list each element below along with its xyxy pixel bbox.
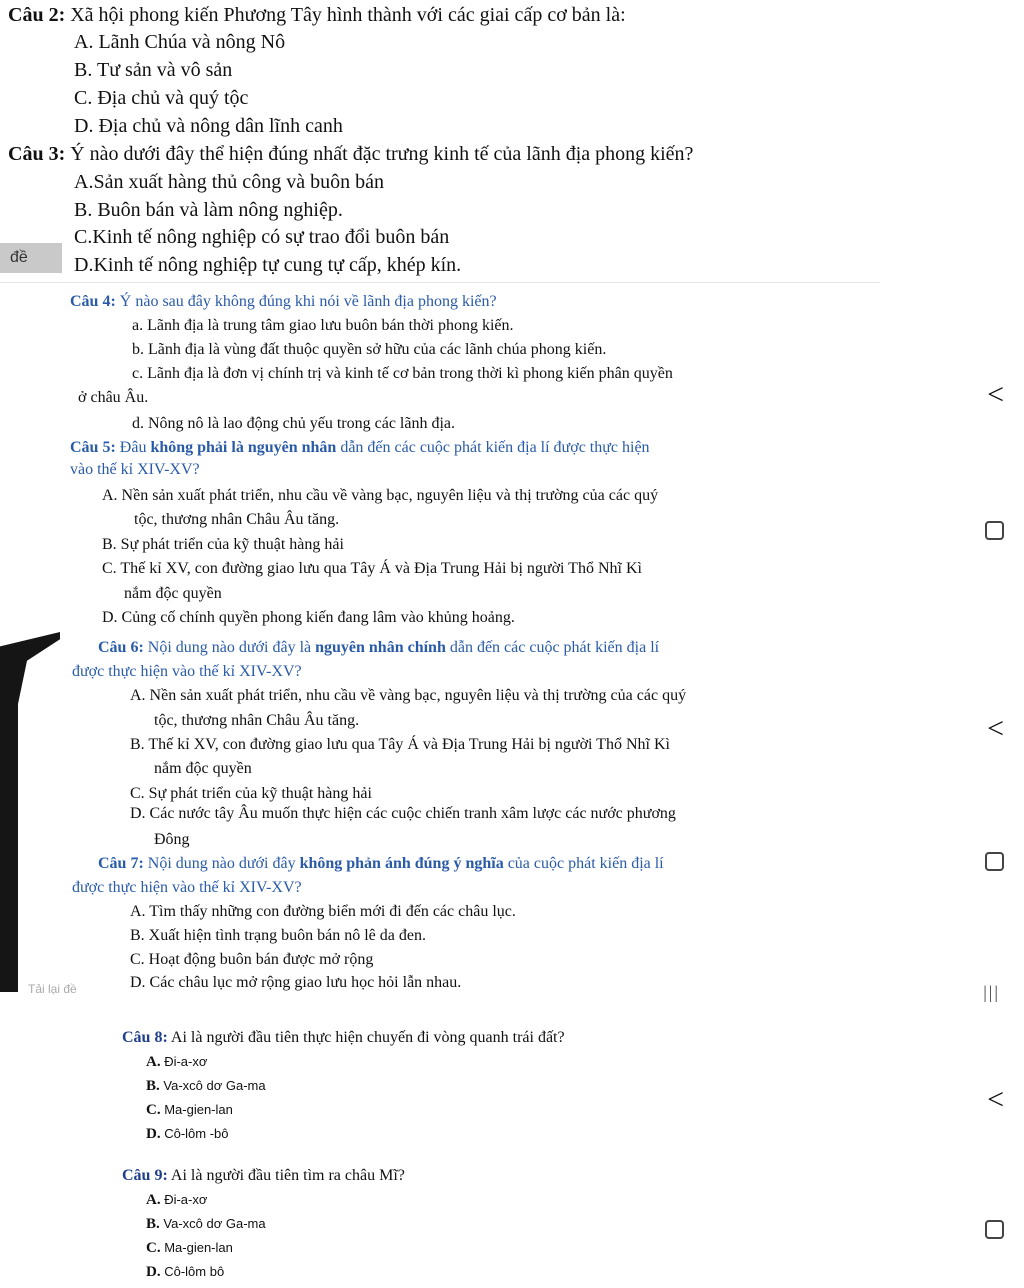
q5-option-a-cont: tộc, thương nhân Châu Âu tăng. xyxy=(134,511,340,528)
q9-label: Câu 9: xyxy=(122,1167,168,1184)
q3-stem xyxy=(8,141,693,168)
q4-stem xyxy=(70,290,497,314)
q2-label: Câu 2: xyxy=(8,4,66,26)
q6-stem xyxy=(98,636,659,660)
q8-option-c-text: Ma-gien-lan xyxy=(160,1102,233,1117)
q3-option-b: B. Buôn bán và làm nông nghiệp. xyxy=(74,199,343,221)
q2-text: Xã hội phong kiến Phương Tây hình thành với các giai cấp cơ bản là: xyxy=(65,4,626,26)
q8-option-d xyxy=(146,1122,229,1146)
de-tab[interactable]: đề xyxy=(0,243,62,273)
q6-text-bold: nguyên nhân chính xyxy=(315,639,446,656)
q7-stem-line2: được thực hiện vào thế kỉ XIV-XV? xyxy=(72,879,302,896)
q7-label: Câu 7: xyxy=(98,855,144,872)
q2-option-d: D. Địa chủ và nông dân lĩnh canh xyxy=(74,115,343,137)
back-chevron-icon-2[interactable]: < xyxy=(987,712,1004,745)
q8-option-a-text: Đi-a-xơ xyxy=(160,1054,208,1069)
q3-option-d: D.Kinh tế nông nghiệp tự cung tự cấp, khép kín. xyxy=(74,254,462,276)
q4-option-c: c. Lãnh địa là đơn vị chính trị và kinh tế cơ bản trong thời kì phong kiến phân quyền xyxy=(132,365,673,382)
q9-option-c xyxy=(146,1236,233,1260)
q5-option-c-cont: nắm độc quyền xyxy=(124,585,222,602)
q4-label: Câu 4: xyxy=(70,293,116,310)
q8-option-b-text: Va-xcô dơ Ga-ma xyxy=(159,1078,266,1093)
recent-apps-icon[interactable]: ||| xyxy=(983,982,1000,1002)
q4-option-a: a. Lãnh địa là trung tâm giao lưu buôn bán thời phong kiến. xyxy=(132,317,514,334)
q8-option-a xyxy=(146,1050,207,1074)
q9-option-b-letter: B. xyxy=(146,1216,160,1232)
q9-option-c-text: Ma-gien-lan xyxy=(160,1240,233,1255)
q7-option-d: D. Các châu lục mở rộng giao lưu học hỏi lẫn nhau. xyxy=(130,974,462,991)
q6-stem-line2: được thực hiện vào thế kỉ XIV-XV? xyxy=(72,663,302,680)
q8-option-c xyxy=(146,1098,233,1122)
q2-stem xyxy=(8,2,626,29)
q5-stem-line2: vào thế kỉ XIV-XV? xyxy=(70,461,200,478)
q8-option-c-letter: C. xyxy=(146,1102,161,1118)
q6-option-d-cont: Đông xyxy=(154,831,190,848)
q6-label: Câu 6: xyxy=(98,639,144,656)
q8-text: Ai là người đầu tiên thực hiện chuyến đi vòng quanh trái đất? xyxy=(167,1029,565,1046)
q7-stem xyxy=(98,852,664,876)
q8-option-b xyxy=(146,1074,266,1098)
back-chevron-icon[interactable]: < xyxy=(987,378,1004,411)
q8-option-a-letter: A. xyxy=(146,1054,161,1070)
home-icon-3[interactable] xyxy=(985,1220,1004,1239)
q7-option-a: A. Tìm thấy những con đường biển mới đi đến các châu lục. xyxy=(130,903,516,920)
q7-text-pre: Nội dung nào dưới đây xyxy=(143,855,300,872)
q8-option-d-letter: D. xyxy=(146,1126,161,1142)
q2-option-b: B. Tư sản và vô sản xyxy=(74,59,233,81)
q9-option-a-letter: A. xyxy=(146,1192,161,1208)
q7-option-b: B. Xuất hiện tình trạng buôn bán nô lê da đen. xyxy=(130,927,426,944)
q3-option-c: C.Kinh tế nông nghiệp có sự trao đổi buôn bán xyxy=(74,226,450,248)
q8-option-b-letter: B. xyxy=(146,1078,160,1094)
q5-option-d: D. Củng cố chính quyền phong kiến đang lâm vào khủng hoảng. xyxy=(102,609,515,626)
q9-option-c-letter: C. xyxy=(146,1240,161,1256)
q5-text-pre: Đâu xyxy=(115,439,151,456)
q5-option-c: C. Thế kỉ XV, con đường giao lưu qua Tây Á và Địa Trung Hải bị người Thổ Nhĩ Kì xyxy=(102,560,642,577)
reload-exam-link[interactable]: Tải lại đề xyxy=(28,982,77,996)
back-chevron-icon-3[interactable]: < xyxy=(987,1083,1004,1116)
q6-option-d: D. Các nước tây Âu muốn thực hiện các cuộc chiến tranh xâm lược các nước phương xyxy=(130,805,676,822)
q2-option-c: C. Địa chủ và quý tộc xyxy=(74,87,249,109)
q6-text-post: dẫn đến các cuộc phát kiến địa lí xyxy=(445,639,660,656)
q6-option-c: C. Sự phát triển của kỹ thuật hàng hải xyxy=(130,785,372,802)
q6-option-b: B. Thế kỉ XV, con đường giao lưu qua Tây Á và Địa Trung Hải bị người Thổ Nhĩ Kì xyxy=(130,736,670,753)
home-icon[interactable] xyxy=(985,521,1004,540)
q3-option-a: A.Sản xuất hàng thủ công và buôn bán xyxy=(74,171,384,193)
q9-option-d-text: Cô-lôm bô xyxy=(160,1264,225,1279)
q7-text-post: của cuộc phát kiến địa lí xyxy=(503,855,664,872)
q6-option-a-cont: tộc, thương nhân Châu Âu tăng. xyxy=(154,712,360,729)
q9-option-b-text: Va-xcô dơ Ga-ma xyxy=(159,1216,266,1231)
q5-stem xyxy=(70,436,650,460)
q3-text: Ý nào dưới đây thể hiện đúng nhất đặc trưng kinh tế của lãnh địa phong kiến? xyxy=(65,143,694,165)
q9-text: Ai là người đầu tiên tìm ra châu Mĩ? xyxy=(167,1167,405,1184)
q7-option-c: C. Hoạt động buôn bán được mở rộng xyxy=(130,951,374,968)
q6-option-a: A. Nền sản xuất phát triển, nhu cầu về vàng bạc, nguyên liệu và thị trường của các quý xyxy=(130,687,687,704)
dark-overlay xyxy=(0,632,60,992)
q8-stem xyxy=(122,1026,565,1050)
q8-label: Câu 8: xyxy=(122,1029,168,1046)
q5-text-post: dẫn đến các cuộc phát kiến địa lí được thực hiện xyxy=(336,439,650,456)
q4-option-c-cont: ở châu Âu. xyxy=(78,389,149,406)
q7-text-bold: không phản ánh đúng ý nghĩa xyxy=(299,855,504,872)
q6-text-pre: Nội dung nào dưới đây là xyxy=(143,639,316,656)
q9-option-a xyxy=(146,1188,207,1212)
q9-option-d xyxy=(146,1260,224,1284)
q6-option-b-cont: nắm độc quyền xyxy=(154,760,252,777)
q2-option-a: A. Lãnh Chúa và nông Nô xyxy=(74,31,286,53)
q9-option-d-letter: D. xyxy=(146,1264,161,1280)
q8-option-d-text: Cô-lôm -bô xyxy=(160,1126,229,1141)
q9-option-a-text: Đi-a-xơ xyxy=(160,1192,208,1207)
q5-label: Câu 5: xyxy=(70,439,116,456)
q5-option-a: A. Nền sản xuất phát triển, nhu cầu về vàng bạc, nguyên liệu và thị trường của các quý xyxy=(102,487,659,504)
q4-text: Ý nào sau đây không đúng khi nói về lãnh địa phong kiến? xyxy=(115,293,497,310)
home-icon-2[interactable] xyxy=(985,852,1004,871)
q9-stem xyxy=(122,1164,405,1188)
q5-text-bold: không phải là nguyên nhân xyxy=(150,439,337,456)
q9-option-b xyxy=(146,1212,266,1236)
q3-label: Câu 3: xyxy=(8,143,66,165)
q4-option-d: d. Nông nô là lao động chủ yếu trong các lãnh địa. xyxy=(132,415,456,432)
q4-option-b: b. Lãnh địa là vùng đất thuộc quyền sở hữu của các lãnh chúa phong kiến. xyxy=(132,341,607,358)
separator xyxy=(0,282,880,283)
q5-option-b: B. Sự phát triển của kỹ thuật hàng hải xyxy=(102,536,344,553)
